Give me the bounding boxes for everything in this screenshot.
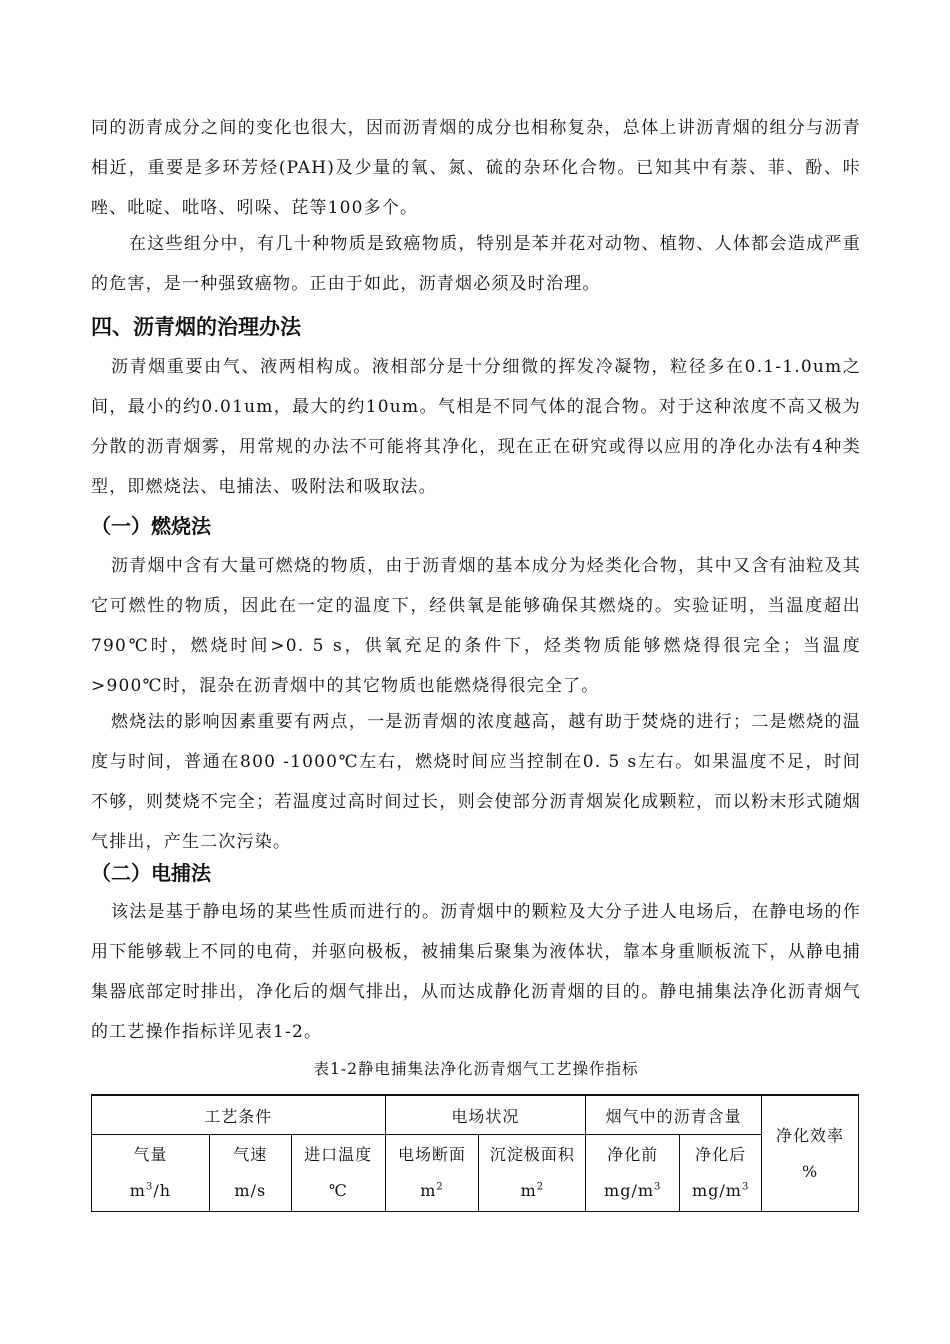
efficiency-label: 净化效率: [776, 1125, 845, 1145]
col-unit: m: [129, 1181, 146, 1200]
efficiency-unit: %: [801, 1161, 819, 1181]
header-process-conditions: 工艺条件: [92, 1095, 386, 1135]
col-name: 沉淀极面积: [489, 1145, 575, 1164]
operation-index-table: [91, 1094, 859, 1212]
col-name: 净化后: [695, 1145, 747, 1164]
col-gas-speed: [209, 1135, 291, 1212]
col-unit-sup: 3: [654, 1181, 662, 1193]
col-before-cleaning: [586, 1135, 680, 1212]
col-unit: m: [520, 1181, 537, 1200]
paragraph-combustion-principle: 沥青烟中含有大量可燃烧的物质，由于沥青烟的基本成分为烃类化合物，其中又含有油粒及其它可燃性的物质，因此在一定的温度下，经供氧是能够确保其燃烧的。实验证明，当温度超出790℃时，燃烧时间>0. 5 s，供氧充足的条件下，烃类物质能够燃烧得很完全；当温度>900℃时，混杂在沥青烟中的其它物质也能燃烧得很完全了。: [91, 556, 861, 696]
col-field-section: [385, 1135, 479, 1212]
col-name: 电场断面: [397, 1145, 466, 1164]
paragraph-phases: 沥青烟重要由气、液两相构成。液相部分是十分细微的挥发冷凝物，粒径多在0.1-1.0um之间，最小的约0.01um，最大的约10um。气相是不同气体的混合物。对于这种浓度不高又极为分散的沥青烟雾，用常规的办法不可能将其净化，现在正在研究或得以应用的净化办法有4种类型，即燃烧法、电捕法、吸附法和吸取法。: [91, 357, 861, 497]
subheading-combustion: （一）燃烧法: [91, 514, 211, 538]
paragraph-combustion-factors: 燃烧法的影响因素重要有两点，一是沥青烟的浓度越高，越有助于焚烧的进行；二是燃烧的温度与时间，普通在800 -1000℃左右，燃烧时间应当控制在0. 5 s左右。如果温度不足，时间不够，则焚烧不完全；若温度过高时间过长，则会使部分沥青烟炭化成颗粒，而以粉末形式随烟气排出，产生二次污染。: [91, 712, 861, 852]
col-name: 气量: [133, 1145, 168, 1164]
col-gas-volume: [92, 1135, 210, 1212]
col-unit: m/s: [234, 1181, 267, 1200]
col-name: 净化前: [607, 1145, 659, 1164]
header-asphalt-content: 烟气中的沥青含量: [586, 1095, 762, 1135]
header-efficiency: [762, 1095, 859, 1212]
col-unit: ℃: [328, 1181, 348, 1200]
col-name: 进口温度: [304, 1145, 373, 1164]
paragraph-carcinogens: 在这些组分中，有几十种物质是致癌物质，特别是苯并花对动物、植物、人体都会造成严重的危害，是一种强致癌物。正由于如此，沥青烟必须及时治理。: [91, 234, 861, 294]
col-unit: m: [420, 1181, 437, 1200]
paragraph-electrostatic: 该法是基于静电场的某些性质而进行的。沥青烟中的颗粒及大分子进人电场后，在静电场的作用下能够载上不同的电荷，并驱向极板，被捕集后聚集为液体状，靠本身重顺板流下，从静电捕集器底部定时排出，净化后的烟气排出，从而达成静化沥青烟的目的。静电捕集法净化沥青烟气的工艺操作指标详见表1-2。: [91, 902, 861, 1042]
header-field-status: 电场状况: [385, 1095, 586, 1135]
col-unit-sup: 2: [536, 1181, 545, 1193]
col-unit: mg/m: [604, 1181, 655, 1200]
subheading-electrostatic: （二）电捕法: [91, 861, 211, 885]
col-unit-sup: 3: [741, 1181, 750, 1193]
col-unit-sup: 3: [145, 1181, 154, 1193]
col-name: 气速: [233, 1145, 268, 1164]
paragraph-components: 同的沥青成分之间的变化也很大，因而沥青烟的成分也相称复杂，总体上讲沥青烟的组分与沥青相近，重要是多环芳烃(PAH)及少量的氧、氮、硫的杂环化合物。已知其中有萘、菲、酚、咔唑、吡啶、吡咯、吲哚、芘等100多个。: [91, 118, 861, 218]
section-heading-treatment-methods: 四、沥青烟的治理办法: [91, 315, 301, 339]
col-unit: mg/m: [691, 1181, 742, 1200]
table-caption: 表1-2静电捕集法净化沥青烟气工艺操作指标: [313, 1060, 639, 1078]
col-unit-sup: 2: [436, 1181, 444, 1193]
col-collector-area: [479, 1135, 586, 1212]
col-inlet-temp: [291, 1135, 385, 1212]
col-after-cleaning: [680, 1135, 762, 1212]
col-unit-tail: /h: [153, 1181, 172, 1200]
